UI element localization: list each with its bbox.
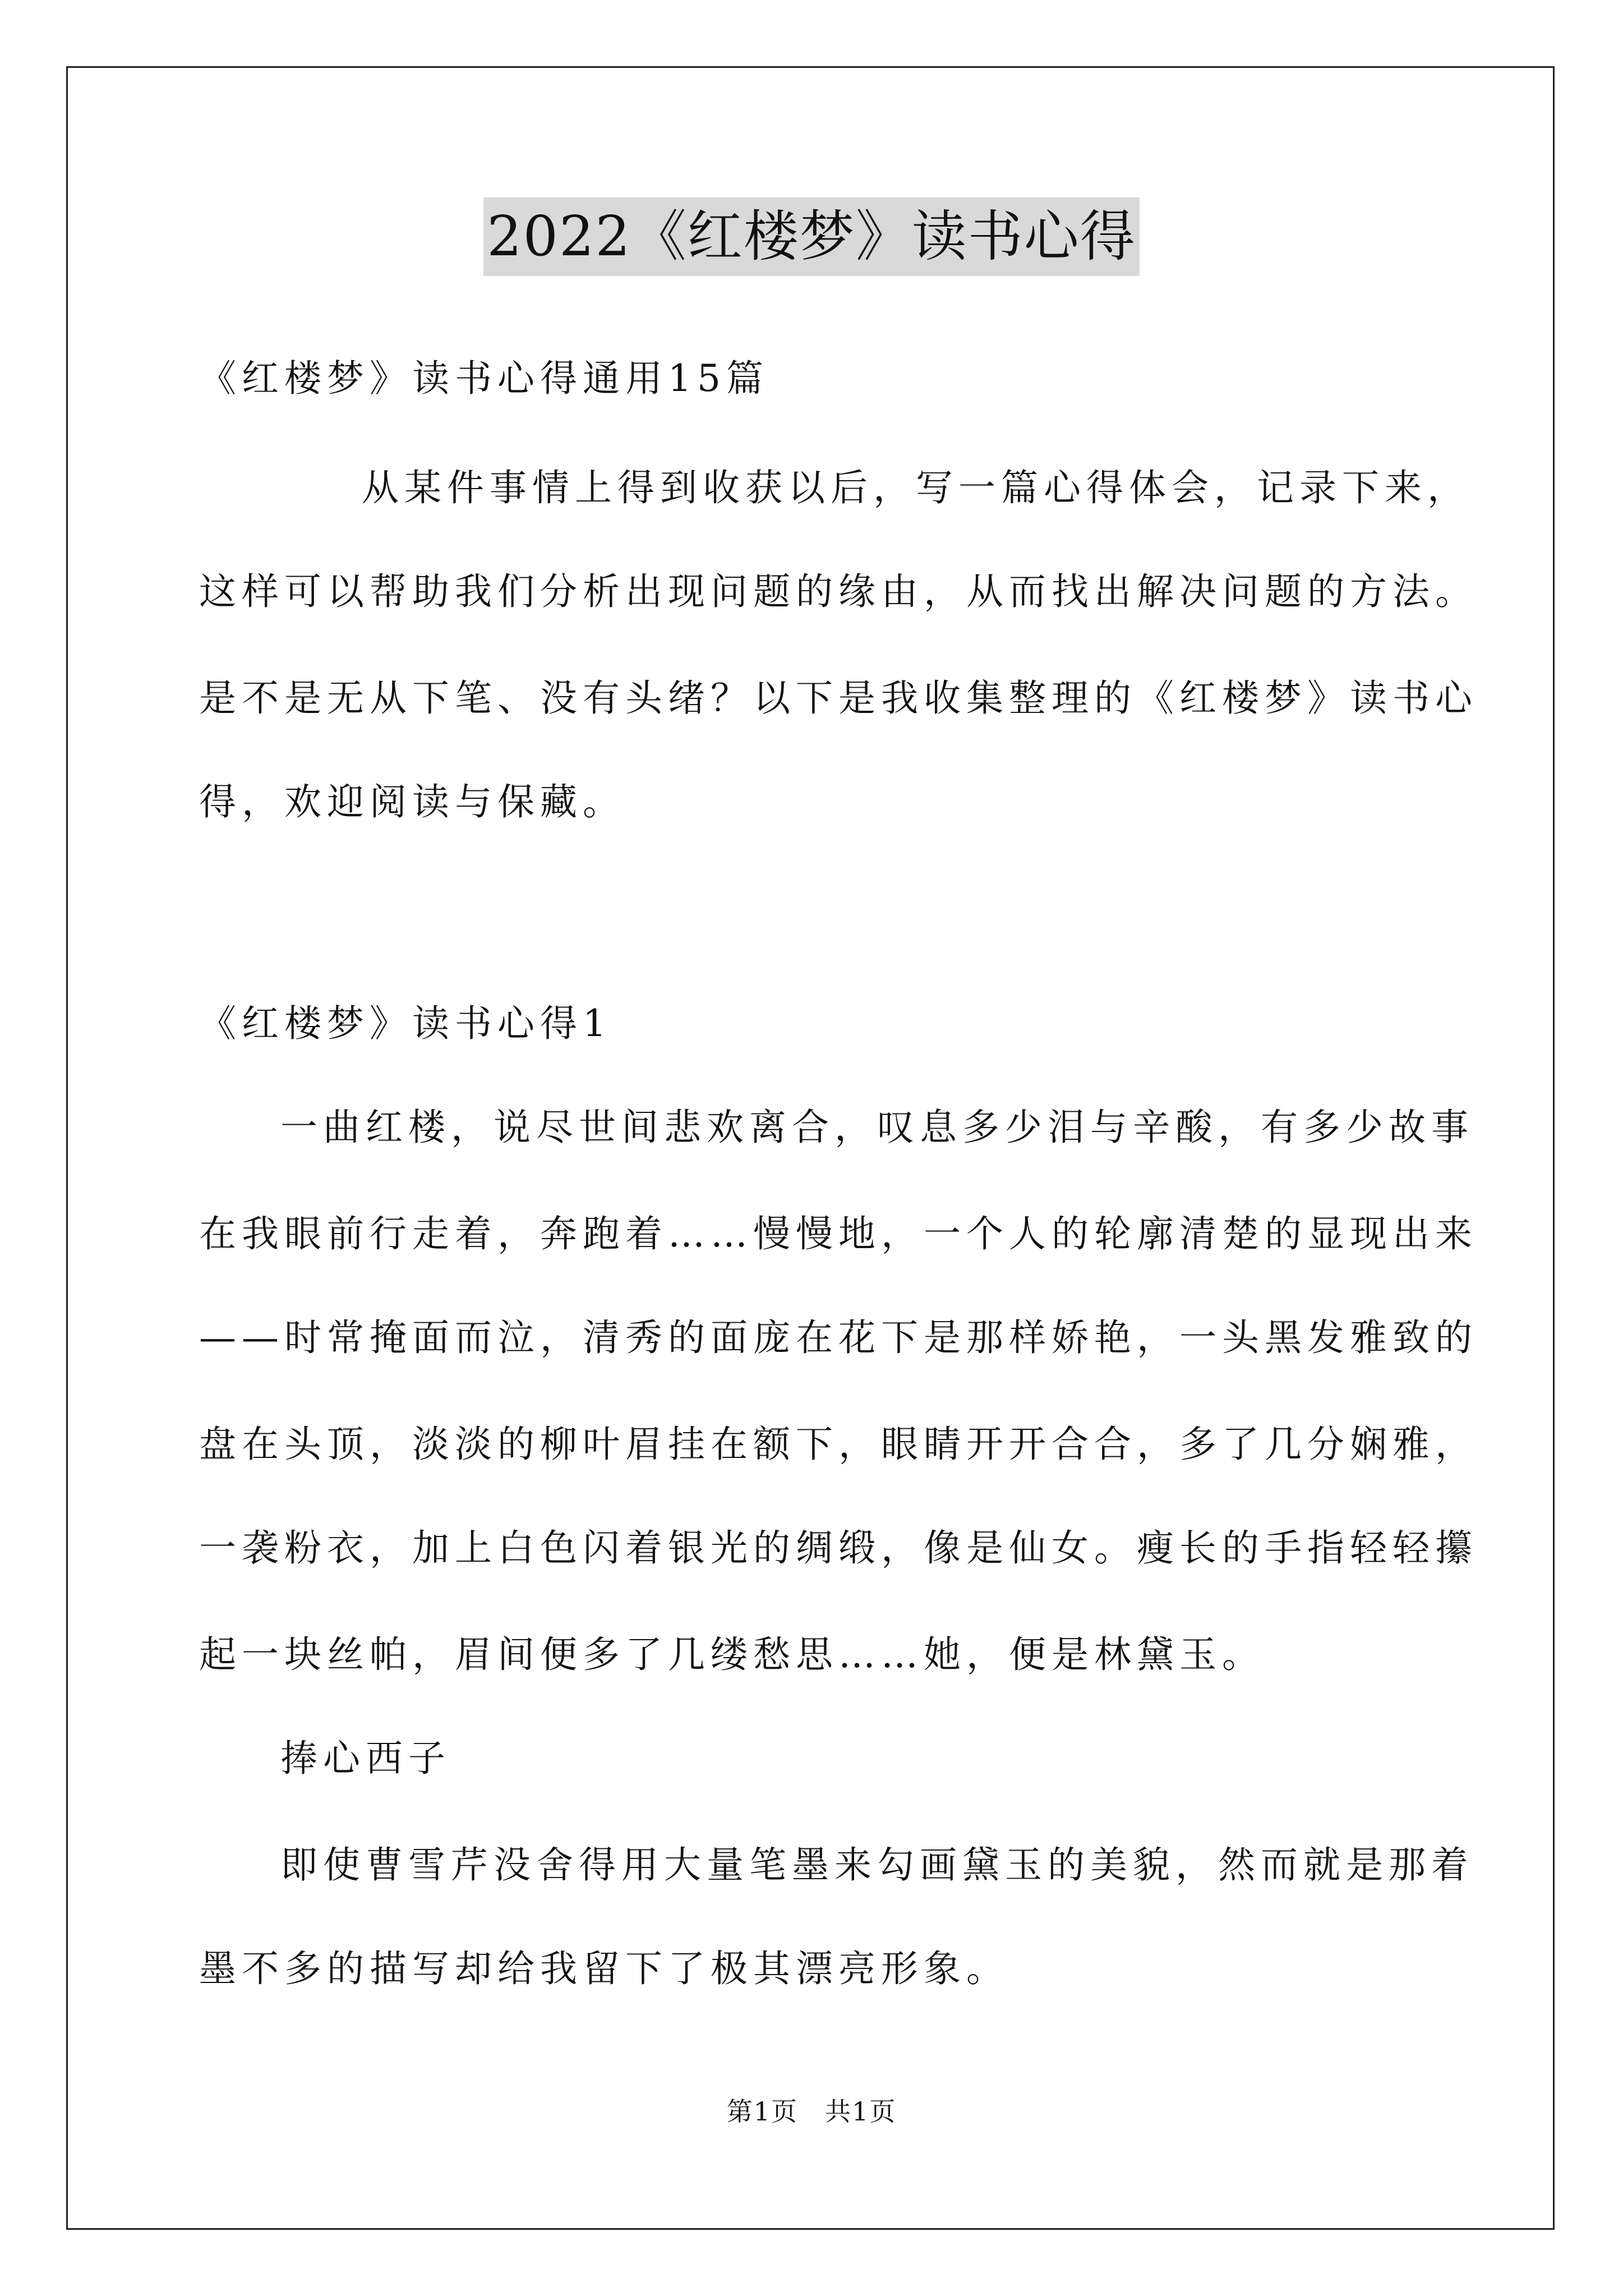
para1-line-3: ——时常掩面而泣，清秀的面庞在花下是那样娇艳，一头黑发雅致的 [199, 1316, 1478, 1359]
section-heading: 《红楼梦》读书心得1 [199, 1002, 612, 1045]
para1-line-1: 一曲红楼，说尽世间悲欢离合，叹息多少泪与辛酸，有多少故事 [280, 1106, 1474, 1149]
para1-line-2: 在我眼前行走着，奔跑着……慢慢地，一个人的轮廓清楚的显现出来 [199, 1212, 1478, 1255]
document-title: 2022《红楼梦》读书心得 [483, 197, 1139, 276]
intro-line-1: 从某件事情上得到收获以后，写一篇心得体会，记录下来， [362, 466, 1470, 509]
document-subtitle: 《红楼梦》读书心得通用15篇 [199, 357, 769, 400]
intro-line-3: 是不是无从下笔、没有头绪？以下是我收集整理的《红楼梦》读书心 [199, 677, 1478, 720]
para2-line-1: 即使曹雪芹没舍得用大量笔墨来勾画黛玉的美貌，然而就是那着 [280, 1843, 1474, 1887]
title-container [0, 197, 1623, 276]
intro-line-4: 得，欢迎阅读与保藏。 [199, 780, 625, 823]
para1-line-5: 一袭粉衣，加上白色闪着银光的绸缎，像是仙女。瘦长的手指轻轻攥 [199, 1526, 1478, 1570]
para1-line-4: 盘在头顶，淡淡的柳叶眉挂在额下，眼睛开开合合，多了几分娴雅， [199, 1423, 1478, 1466]
subheading: 捧心西子 [280, 1737, 451, 1780]
page-footer: 第1页 共1页 [726, 2096, 897, 2127]
para1-line-6: 起一块丝帕，眉间便多了几缕愁思……她，便是林黛玉。 [199, 1633, 1265, 1676]
para2-line-2: 墨不多的描写却给我留下了极其漂亮形象。 [199, 1947, 1009, 1990]
intro-line-2: 这样可以帮助我们分析出现问题的缘由，从而找出解决问题的方法。 [199, 570, 1478, 613]
